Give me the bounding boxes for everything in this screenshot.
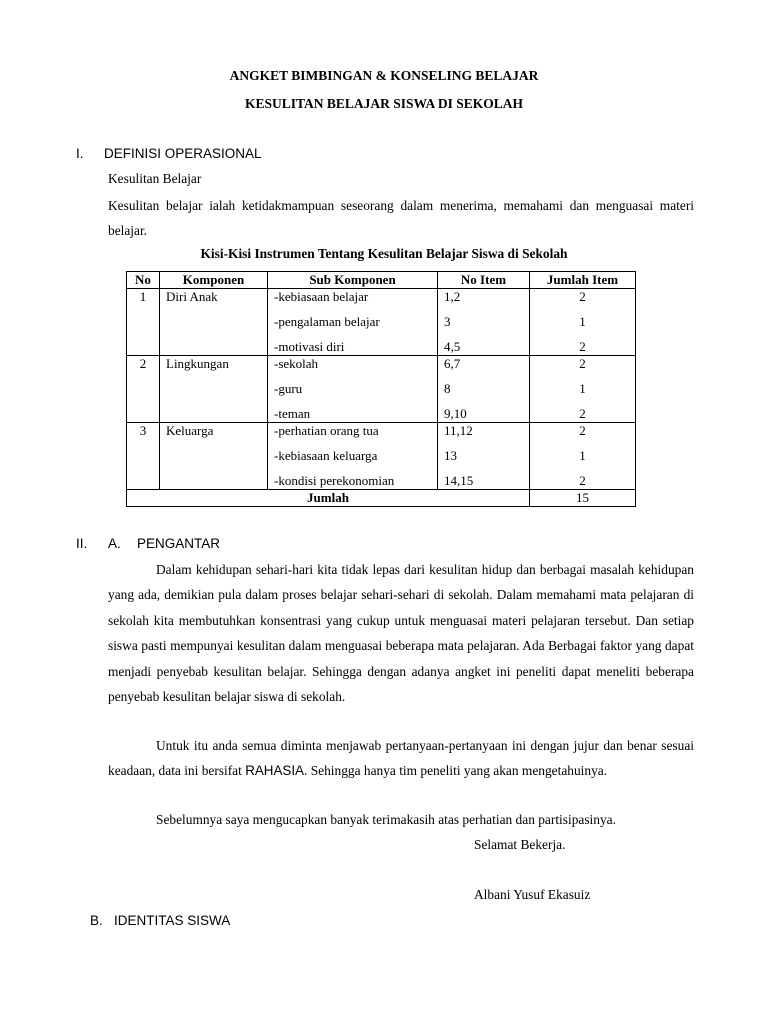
jumlah-item-value: 1 [579,448,586,463]
table-row [127,289,636,356]
section2-heading: PENGANTAR [137,536,221,551]
sectionB-heading: IDENTITAS SISWA [114,913,231,928]
row-no-item [438,423,530,490]
no-item-value: 4,5 [444,339,461,354]
total-value: 15 [530,490,636,507]
row-no: 3 [127,423,160,490]
no-item-value: 9,10 [444,406,467,421]
jumlah-item-value: 2 [579,423,586,438]
no-item-value: 1,2 [444,289,461,304]
sub-komponen-item: -kondisi perekonomian [274,473,395,488]
no-item-value: 14,15 [444,473,474,488]
header-no-item: No Item [438,272,530,289]
jumlah-item-value: 2 [579,473,586,488]
row-komponen: Lingkungan [160,356,268,423]
definition-term: Kesulitan Belajar [108,171,202,186]
row-komponen: Diri Anak [160,289,268,356]
no-item-value: 3 [444,314,451,329]
table-row [127,356,636,423]
jumlah-item-value: 2 [579,339,586,354]
definition-text: Kesulitan belajar ialah ketidakmampuan seseorang dalam menerima, memahami dan menguasai materi belajar. [108,198,694,239]
pengantar-paragraph-1: Dalam kehidupan sehari-hari kita tidak lepas dari kesulitan hidup dan berbagai masalah kehidupan yang ada, demikian pula dalam proses belajar sehari-sehari di sekolah. Dalam memahami mata pelajaran di sekolah kita membutuhkan konsentrasi yang cukup untuk menguasai materi pelajaran tersebut. Dan setiap siswa pasti mempunyai kesulitan dalam menguasai beberapa mata pelajaran. Ada Berbagai faktor yang dapat menjadi penyebab kesulitan belajar. Sehingga dengan adanya angket ini peneliti dapat meneliti beberapa penyebab kesulitan belajar siswa di sekolah. [108,562,694,705]
kisi-kisi-table [126,271,636,507]
table-row [127,423,636,490]
row-sub-komponen [268,423,438,490]
sub-komponen-item: -motivasi diri [274,339,345,354]
sub-komponen-item: -kebiasaan keluarga [274,448,378,463]
no-item-value: 11,12 [444,423,473,438]
document-title-line2: KESULITAN BELAJAR SISWA DI SEKOLAH [244,96,524,111]
no-item-value: 13 [444,448,457,463]
row-jumlah-item [530,356,636,423]
section1-heading: DEFINISI OPERASIONAL [104,146,262,161]
sub-komponen-item: -teman [274,406,311,421]
document-title-line1: ANGKET BIMBINGAN & KONSELING BELAJAR [229,68,539,83]
paragraph2-text-after: . Sehingga hanya tim peneliti yang akan mengetahuinya. [304,763,608,779]
header-jumlah-item: Jumlah Item [530,272,636,289]
no-item-value: 8 [444,381,451,396]
total-label: Jumlah [127,490,530,507]
row-sub-komponen [268,289,438,356]
closing-text: Selamat Bekerja. [474,837,566,852]
table-header-row [127,272,636,289]
header-komponen: Komponen [160,272,268,289]
jumlah-item-value: 1 [579,381,586,396]
table-total-row [127,490,636,507]
pengantar-paragraph-3: Sebelumnya saya mengucapkan banyak terimakasih atas perhatian dan partisipasinya. [156,812,616,827]
sub-komponen-item: -perhatian orang tua [274,423,379,438]
sub-komponen-item: -sekolah [274,356,319,371]
row-jumlah-item [530,289,636,356]
row-no: 2 [127,356,160,423]
row-no-item [438,356,530,423]
row-no: 1 [127,289,160,356]
table-title: Kisi-Kisi Instrumen Tentang Kesulitan Belajar Siswa di Sekolah [200,246,568,261]
jumlah-item-value: 2 [579,406,586,421]
signature-name: Albani Yusuf Ekasuiz [474,887,591,902]
jumlah-item-value: 1 [579,314,586,329]
pengantar-paragraph-2 [108,733,694,784]
rahasia-emphasis: RAHASIA [245,763,304,779]
row-no-item [438,289,530,356]
row-komponen: Keluarga [160,423,268,490]
jumlah-item-value: 2 [579,289,586,304]
sub-komponen-item: -guru [274,381,303,396]
sectionB-letter: B. [90,913,103,928]
jumlah-item-value: 2 [579,356,586,371]
row-jumlah-item [530,423,636,490]
row-sub-komponen [268,356,438,423]
paragraph2-text-before: Untuk itu anda semua diminta menjawab pertanyaan-pertanyaan ini dengan jujur dan benar sesuai keadaan, data ini bersifat [108,738,694,779]
no-item-value: 6,7 [444,356,461,371]
header-sub-komponen: Sub Komponen [268,272,438,289]
section1-numeral: I. [76,146,84,161]
header-no: No [127,272,160,289]
sub-komponen-item: -kebiasaan belajar [274,289,369,304]
section2-numeral: II. [76,536,88,551]
sub-komponen-item: -pengalaman belajar [274,314,380,329]
section2-sub-letter: A. [108,536,121,551]
